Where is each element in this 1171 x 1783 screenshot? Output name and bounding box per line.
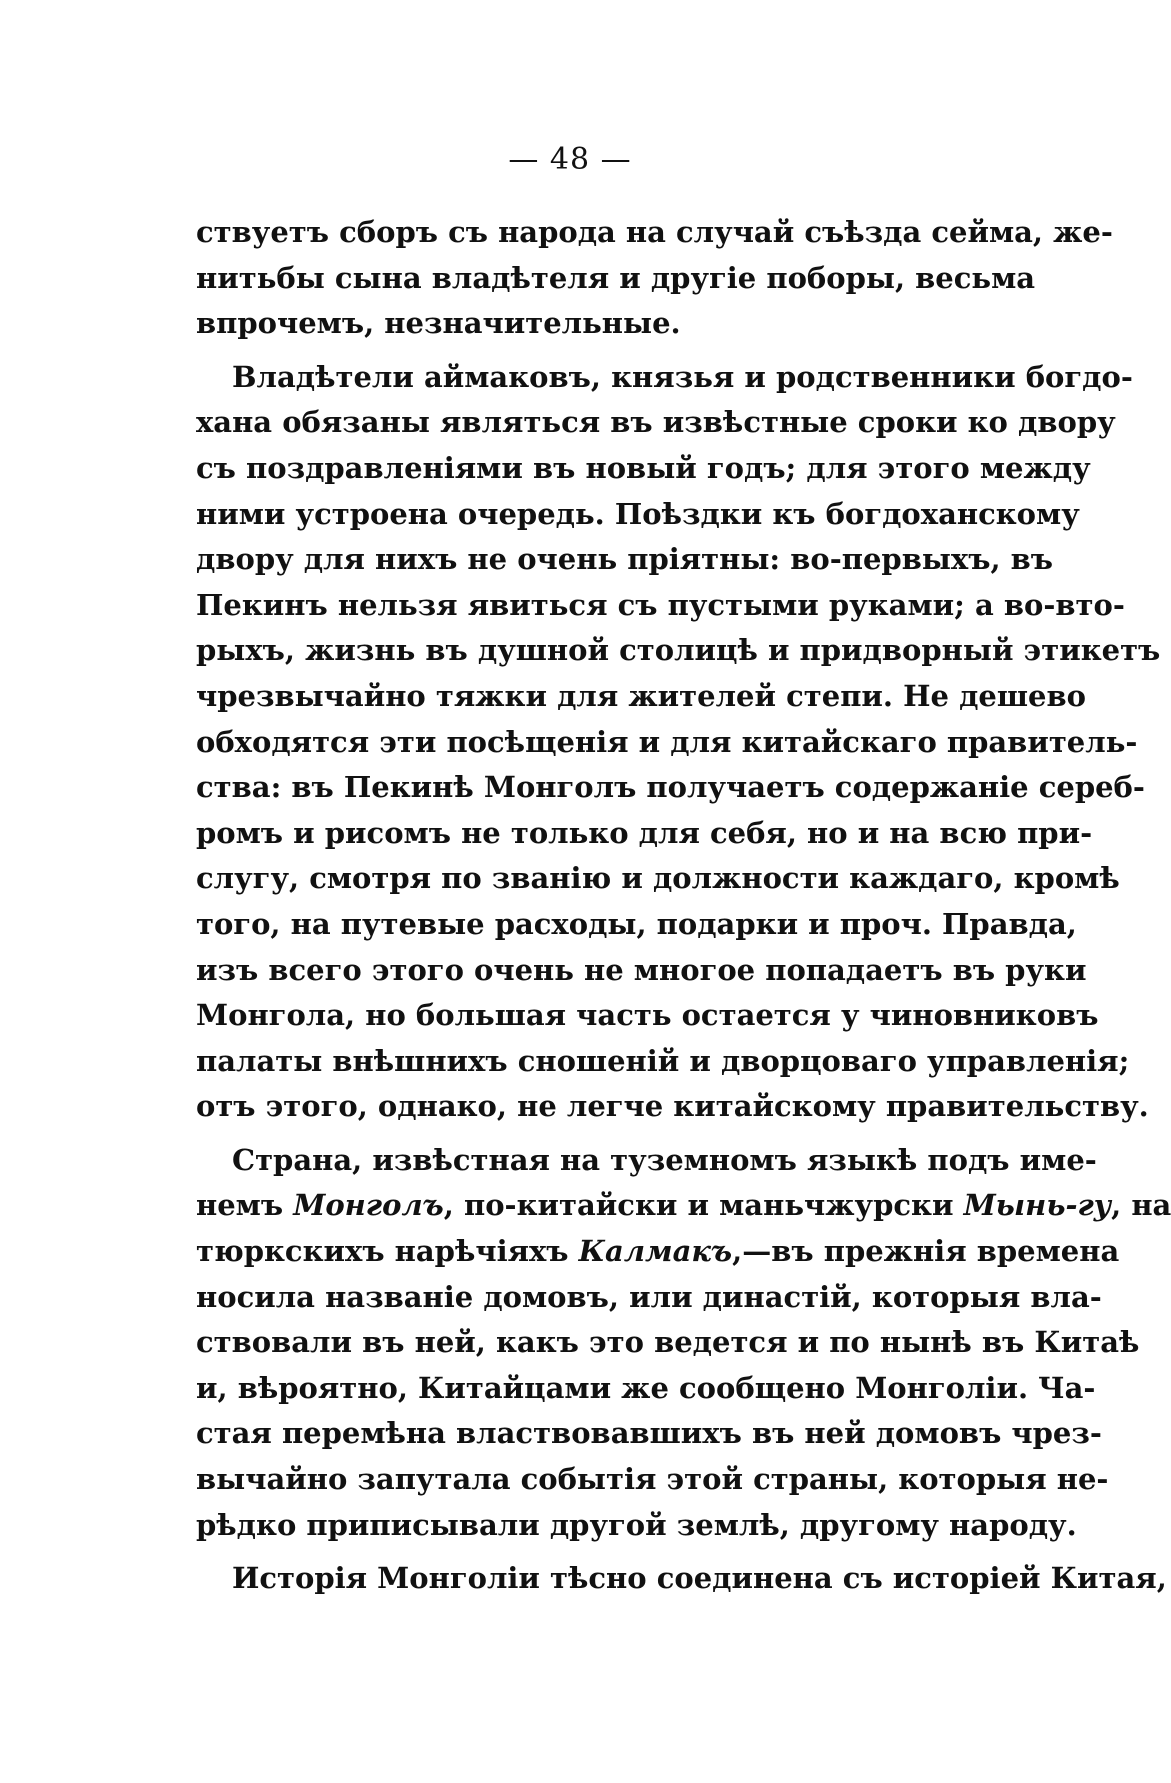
paragraph-3 [196,1138,1171,1548]
italic-term-myn-gu: Мынь-гу [963,1188,1112,1223]
text-line: ромъ и рисомъ не только для себя, но и на всю при- [196,815,1093,850]
text-line: вычайно запутала событія этой страны, которыя не- [196,1462,1109,1497]
page-number: — 48 — [508,142,632,177]
italic-term-kalmak: Калмакъ [578,1234,733,1269]
text-segment: , по-китайски и маньчжурски [443,1188,964,1223]
text-segment: ,—въ прежнія времена [732,1234,1120,1269]
text-line: ними устроена очередь. Поѣздки къ богдоханскому [196,496,1080,531]
text-line: ствуетъ сборъ съ народа на случай съѣзда сейма, же- [196,215,1113,249]
text-line: двору для нихъ не очень пріятны: во-первыхъ, въ [196,542,1054,577]
text-line: Исторія Монголіи тѣсно соединена съ исторіей Китая, [232,1561,1167,1596]
text-line: носила названіе домовъ, или династій, которыя вла- [196,1279,1102,1314]
text-line: стая перемѣна властвовавшихъ въ ней домовъ чрез- [196,1416,1102,1451]
text-line: рыхъ, жизнь въ душной столицѣ и придворный этикетъ [196,633,1161,668]
text-line: и, вѣроятно, Китайцами же сообщено Монголіи. Ча- [196,1370,1096,1405]
text-line [196,1229,1120,1275]
text-line: того, на путевые расходы, подарки и проч. Правда, [196,906,1077,941]
italic-term-mongol: Монголъ [293,1188,444,1223]
text-segment: тюркскихъ нарѣчіяхъ [196,1234,579,1269]
text-line: чрезвычайно тяжки для жителей степи. Не дешево [196,678,1086,713]
paragraph-1 [196,210,1113,347]
text-line: Пекинъ нельзя явиться съ пустыми руками; а во-вто- [196,587,1125,622]
text-line [196,1183,1171,1229]
text-line: отъ этого, однако, не легче китайскому правительству. [196,1089,1149,1124]
text-line: ствовали въ ней, какъ это ведется и по нынѣ въ Китаѣ [196,1325,1140,1360]
text-segment: , на [1111,1188,1171,1223]
paragraph-2 [196,355,1161,1130]
text-line: съ поздравленіями въ новый годъ; для этого между [196,450,1091,485]
paragraph-4 [196,1556,1167,1602]
text-line: изъ всего этого очень не многое попадаетъ въ руки [196,952,1087,987]
text-line: Страна, извѣстная на туземномъ языкѣ подъ име- [232,1142,1097,1177]
text-line: Владѣтели аймаковъ, князья и родственники богдо- [232,359,1133,394]
text-line: ства: въ Пекинѣ Монголъ получаетъ содержаніе сереб- [196,770,1145,805]
text-segment: немъ [196,1188,294,1223]
text-line: рѣдко приписывали другой землѣ, другому народу. [196,1507,1077,1542]
text-line: хана обязаны являться въ извѣстные сроки ко двору [196,405,1116,440]
text-line: впрочемъ, незначительные. [196,306,681,341]
body-text [196,210,1171,1602]
text-line: Монгола, но большая часть остается у чиновниковъ [196,998,1099,1033]
text-line: палаты внѣшнихъ сношеній и дворцоваго управленія; [196,1043,1130,1078]
text-line: нитьбы сына владѣтеля и другіе поборы, весьма [196,260,1036,295]
text-line: слугу, смотря по званію и должности каждаго, кромѣ [196,861,1120,896]
text-line: обходятся эти посѣщенія и для китайскаго правитель- [196,724,1138,759]
